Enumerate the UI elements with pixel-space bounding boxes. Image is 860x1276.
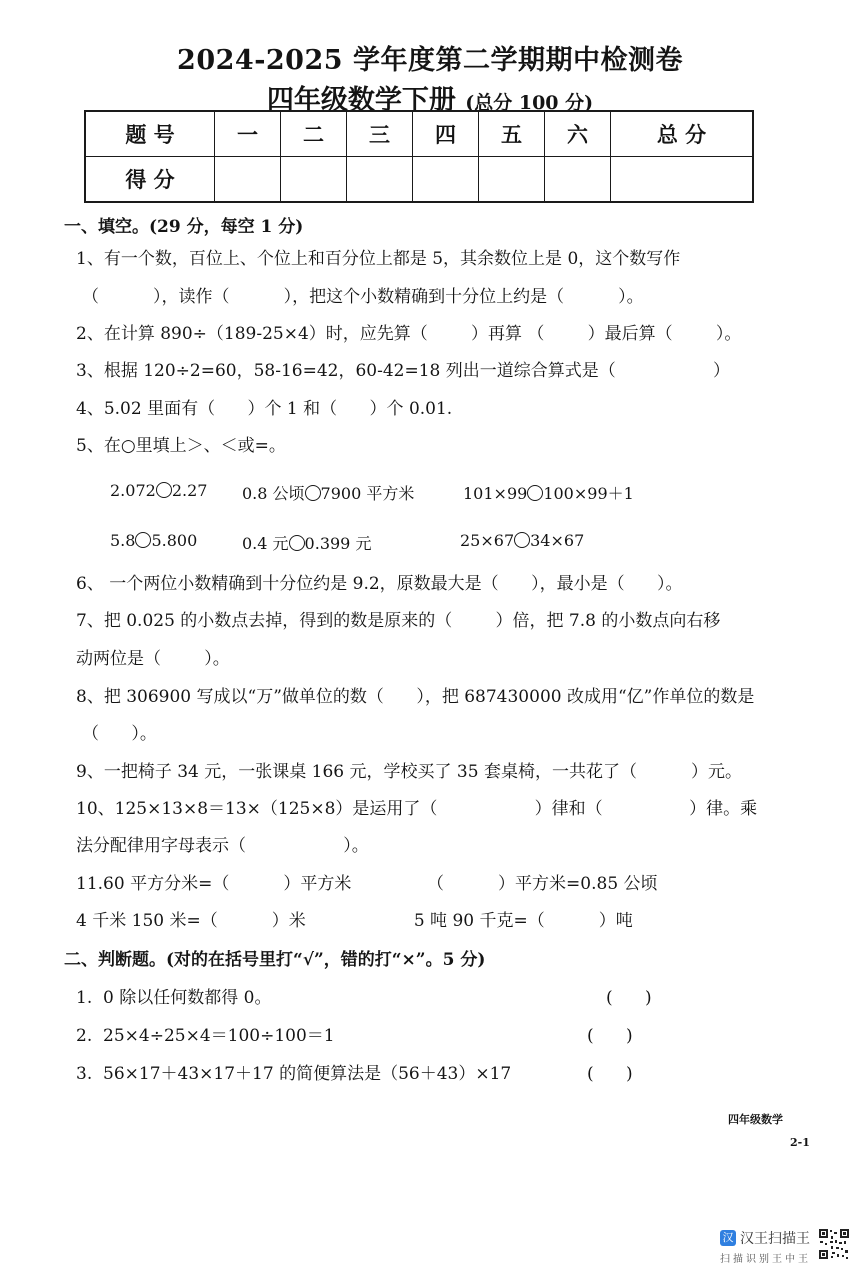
- question-line: 4、5.02 里面有（ ）个 1 和（ ）个 0.01.: [76, 399, 453, 419]
- exam-title: 2024-2025 学年度第二学期期中检测卷: [177, 45, 683, 76]
- score-cell[interactable]: [413, 157, 479, 203]
- question-line: （ ），读作（ ），把这个小数精确到十分位上约是（ ）。: [82, 287, 644, 307]
- qr-code-icon: [818, 1228, 850, 1260]
- compare-right: 2.27: [171, 481, 208, 500]
- compare-right: 34×67: [530, 531, 585, 550]
- compare-circle[interactable]: [135, 532, 151, 548]
- score-table: [84, 110, 754, 203]
- question-line: 5、在○里填上＞、＜或=。: [76, 436, 286, 456]
- compare-circle[interactable]: [305, 485, 321, 501]
- compare-left: 25×67: [460, 531, 515, 550]
- watermark-tagline: 扫描识别王中王: [720, 1254, 811, 1265]
- answer-bracket[interactable]: ( ): [587, 1026, 633, 1046]
- compare-left: 101×99: [463, 484, 528, 503]
- subtitle-note: (总分 100 分): [465, 92, 594, 114]
- judgement-item: 2. 25×4÷25×4＝100÷100＝1: [76, 1026, 335, 1046]
- footer-subject: 四年级数学: [728, 1113, 783, 1126]
- score-header-cell: 三: [347, 111, 413, 157]
- score-header-cell: 题 号: [85, 111, 215, 157]
- compare-left: 0.8 公顷: [242, 484, 305, 503]
- question-line: 3、根据 120÷2=60，58-16=42，60-42=18 列出一道综合算式是（ ）: [76, 361, 731, 381]
- score-cell[interactable]: [611, 157, 754, 203]
- score-header-cell: 六: [545, 111, 611, 157]
- question-line: （ ）。: [82, 724, 157, 744]
- comparison-item: [463, 481, 634, 504]
- judgement-item: 3. 56×17＋43×17＋17 的简便算法是（56＋43）×17: [76, 1064, 512, 1084]
- compare-circle[interactable]: [514, 532, 530, 548]
- score-table-score-row: [85, 157, 753, 203]
- compare-left: 0.4 元: [242, 534, 289, 553]
- compare-circle[interactable]: [527, 485, 543, 501]
- score-header-cell: 总 分: [611, 111, 754, 157]
- question-line: 2、在计算 890÷（189-25×4）时，应先算（ ）再算 （ ）最后算（ ）。: [76, 324, 742, 344]
- scanner-watermark: [718, 1228, 848, 1268]
- compare-circle[interactable]: [289, 535, 305, 551]
- comparison-item: [110, 481, 207, 500]
- answer-bracket[interactable]: ( ): [587, 1064, 633, 1084]
- footer-page-number: 2-1: [790, 1136, 810, 1149]
- question-line: 1、有一个数，百位上、个位上和百分位上都是 5，其余数位上是 0，这个数写作: [76, 249, 681, 269]
- question-line: 4 千米 150 米=（ ）米 5 吨 90 千克=（ ）吨: [76, 911, 633, 931]
- score-table-header-row: [85, 111, 753, 157]
- compare-circle[interactable]: [156, 482, 172, 498]
- score-cell[interactable]: [347, 157, 413, 203]
- question-line: 法分配律用字母表示（ ）。: [76, 836, 369, 856]
- compare-right: 100×99＋1: [543, 484, 634, 503]
- score-cell[interactable]: [281, 157, 347, 203]
- compare-left: 2.072: [110, 481, 156, 500]
- score-header-cell: 四: [413, 111, 479, 157]
- question-line: 11.60 平方分米=（ ）平方米 （ ）平方米=0.85 公顷: [76, 874, 658, 894]
- subtitle-main: 四年级数学下册: [266, 85, 456, 116]
- question-line: 7、把 0.025 的小数点去掉，得到的数是原来的（ ）倍，把 7.8 的小数点向右移: [76, 611, 721, 631]
- section-heading-true-false: 二、判断题。(对的在括号里打“√”，错的打“×”。5 分): [64, 950, 486, 970]
- comparison-item: [460, 531, 584, 550]
- question-line: 9、一把椅子 34 元，一张课桌 166 元，学校买了 35 套桌椅，一共花了（ ）元。: [76, 762, 742, 782]
- question-line: 10、125×13×8＝13×（125×8）是运用了（ ）律和（ ）律。乘: [76, 799, 758, 819]
- score-header-cell: 一: [215, 111, 281, 157]
- comparison-item: [242, 481, 414, 504]
- score-cell[interactable]: [215, 157, 281, 203]
- score-header-cell: 五: [479, 111, 545, 157]
- score-cell[interactable]: [479, 157, 545, 203]
- question-line: 动两位是（ ）。: [76, 649, 230, 669]
- comparison-item: [242, 531, 371, 554]
- question-line: 8、把 306900 写成以“万”做单位的数（ ），把 687430000 改成用“亿”作单位的数是: [76, 687, 755, 707]
- scanner-app-icon: 汉: [720, 1230, 736, 1246]
- compare-right: 7900 平方米: [320, 484, 415, 503]
- compare-right: 5.800: [151, 531, 198, 550]
- compare-left: 5.8: [110, 531, 136, 550]
- question-line: 6、 一个两位小数精确到十分位约是 9.2，原数最大是（ ），最小是（ ）。: [76, 574, 683, 594]
- score-header-cell: 二: [281, 111, 347, 157]
- comparison-item: [110, 531, 197, 550]
- watermark-name: 汉王扫描王: [740, 1231, 810, 1247]
- judgement-item: 1. 0 除以任何数都得 0。: [76, 988, 272, 1008]
- answer-bracket[interactable]: ( ): [606, 988, 652, 1008]
- section-heading-fill-blanks: 一、填空。(29 分，每空 1 分): [64, 217, 304, 237]
- score-cell[interactable]: [545, 157, 611, 203]
- compare-right: 0.399 元: [304, 534, 372, 553]
- score-row-label: 得 分: [85, 157, 215, 203]
